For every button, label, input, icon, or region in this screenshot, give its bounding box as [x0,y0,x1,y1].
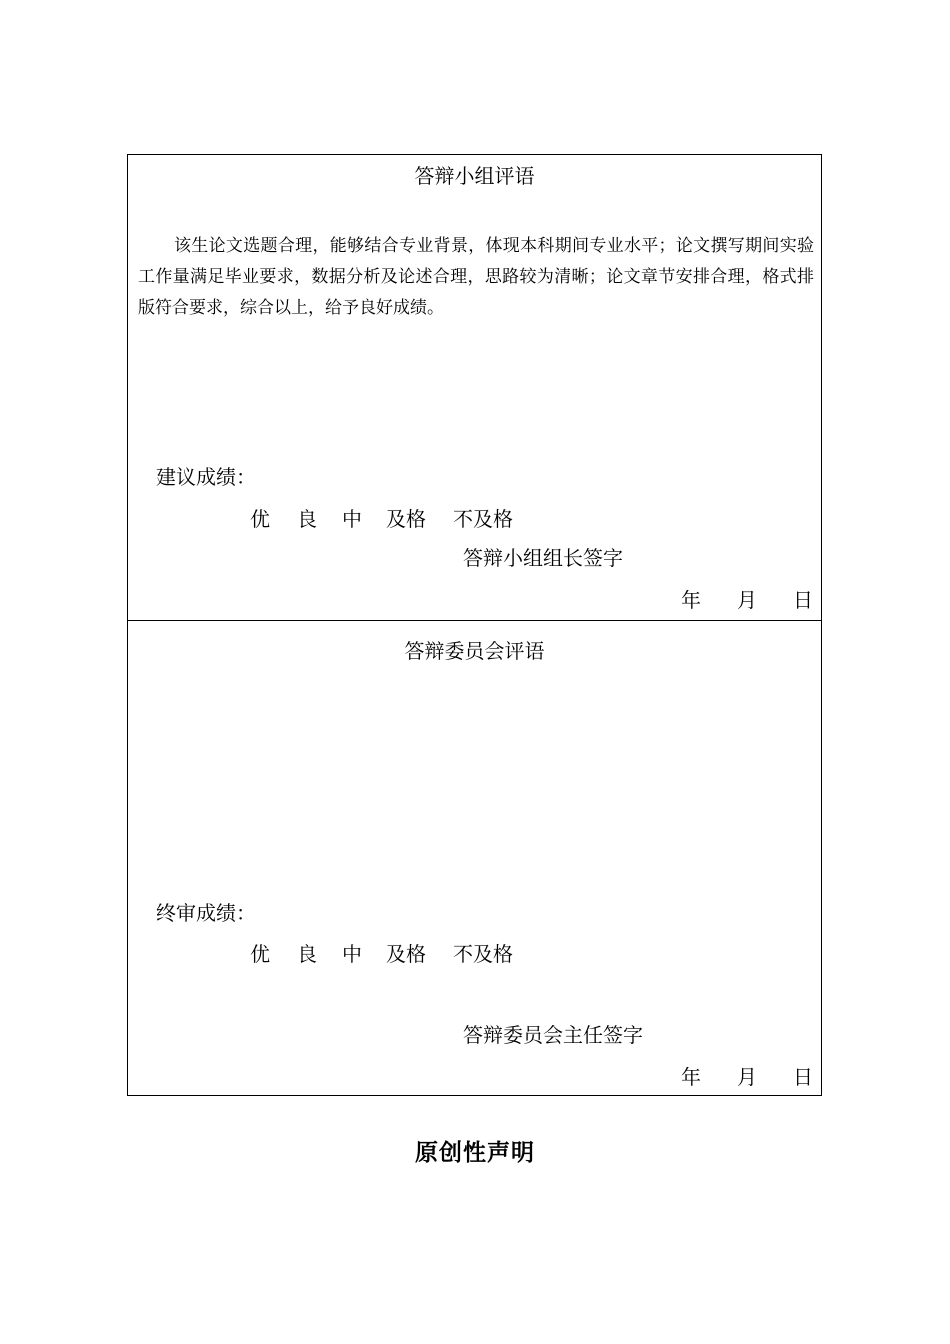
grade-option-good: 良 [297,942,317,966]
grade-option-medium: 中 [342,942,362,966]
committee-comment-section [128,621,821,1095]
grade-option-excellent: 优 [250,507,270,531]
group-leader-signature-label: 答辩小组组长签字 [463,546,623,570]
grade-option-pass: 及格 [386,942,426,966]
originality-statement-title: 原创性声明 [415,1139,535,1166]
grade-option-fail: 不及格 [453,507,513,531]
grade-option-good: 良 [297,507,317,531]
evaluation-table [127,154,822,1096]
date-day: 日 [793,588,813,612]
date-year: 年 [681,1065,701,1089]
date-year: 年 [681,588,701,612]
grade-option-pass: 及格 [386,507,426,531]
group-comment-text: 该生论文选题合理，能够结合专业背景，体现本科期间专业水平；论文撰写期间实验工作量满足毕业要求，数据分析及论述合理，思路较为清晰；论文章节安排合理，格式排版符合要求，综合以上，给予良好成绩。 [138,236,814,318]
grade-option-excellent: 优 [250,942,270,966]
grade-option-medium: 中 [342,507,362,531]
date-month: 月 [737,588,757,612]
grade-option-fail: 不及格 [453,942,513,966]
committee-chair-signature-label: 答辩委员会主任签字 [463,1023,643,1047]
final-grade-label: 终审成绩： [156,901,256,925]
date-day: 日 [793,1065,813,1089]
group-section-title: 答辩小组评语 [414,164,535,188]
date-month: 月 [737,1065,757,1089]
committee-section-title: 答辩委员会评语 [404,639,545,663]
group-comment-section [128,155,821,621]
suggested-grade-label: 建议成绩： [156,465,256,489]
